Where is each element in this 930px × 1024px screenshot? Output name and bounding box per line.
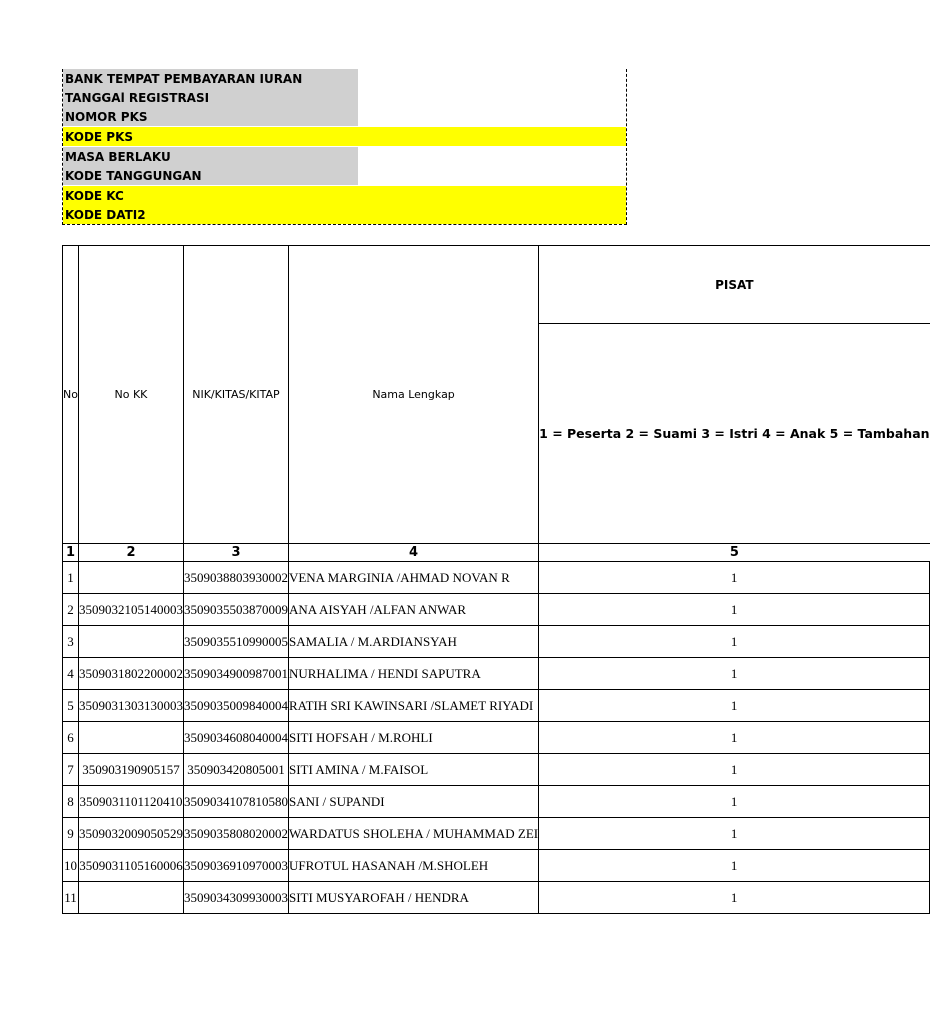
info-kode-dati2-label: KODE DATI2: [63, 205, 626, 224]
info-kode-kc-label: KODE KC: [63, 186, 626, 205]
table-row: [63, 850, 930, 882]
column-number: 5: [539, 544, 930, 562]
cell-nik: 3509035808020002: [183, 818, 288, 850]
cell-nama: VENA MARGINIA /AHMAD NOVAN R: [288, 562, 538, 594]
cell-nik: 350903420805001: [183, 754, 288, 786]
cell-nik: 3509034900987001: [183, 658, 288, 690]
cell-pisat: 1: [539, 882, 930, 914]
header-no: No: [63, 246, 79, 544]
table-row: [63, 690, 930, 722]
cell-nik: 3509034309930003: [183, 882, 288, 914]
cell-no-kk: 3509031303130003: [78, 690, 183, 722]
cell-no-kk: 3509031101120410: [78, 786, 183, 818]
cell-no: 9: [63, 818, 79, 850]
cell-nik: 3509038803930002: [183, 562, 288, 594]
cell-no: 8: [63, 786, 79, 818]
cell-nama: WARDATUS SHOLEHA / MUHAMMAD ZEI: [288, 818, 538, 850]
column-number: 2: [78, 544, 183, 562]
cell-pisat: 1: [539, 626, 930, 658]
cell-no: 2: [63, 594, 79, 626]
cell-nama: SAMALIA / M.ARDIANSYAH: [288, 626, 538, 658]
cell-no: 5: [63, 690, 79, 722]
cell-no: 6: [63, 722, 79, 754]
cell-nik: 3509034107810580: [183, 786, 288, 818]
cell-pisat: 1: [539, 818, 930, 850]
table-row: [63, 594, 930, 626]
cell-nik: 3509036910970003: [183, 850, 288, 882]
info-kode-pks-label: KODE PKS: [63, 127, 626, 146]
cell-no: 10: [63, 850, 79, 882]
cell-no-kk: [78, 562, 183, 594]
cell-nama: NURHALIMA / HENDI SAPUTRA: [288, 658, 538, 690]
cell-pisat: 1: [539, 562, 930, 594]
info-bank-label: BANK TEMPAT PEMBAYARAN IURAN: [63, 69, 358, 88]
cell-pisat: 1: [539, 850, 930, 882]
cell-no: 11: [63, 882, 79, 914]
info-tanggal-label: TANGGAl REGISTRASI: [63, 88, 358, 107]
cell-no-kk: [78, 882, 183, 914]
cell-no: 4: [63, 658, 79, 690]
cell-nama: SANI / SUPANDI: [288, 786, 538, 818]
cell-nama: ANA AISYAH /ALFAN ANWAR: [288, 594, 538, 626]
cell-pisat: 1: [539, 690, 930, 722]
header-nama-lengkap: Nama Lengkap: [288, 246, 538, 544]
cell-nama: SITI AMINA / M.FAISOL: [288, 754, 538, 786]
cell-no-kk: 3509032009050529: [78, 818, 183, 850]
table-row: [63, 818, 930, 850]
cell-nik: 3509035503870009: [183, 594, 288, 626]
cell-nik: 3509035510990005: [183, 626, 288, 658]
table-row: [63, 722, 930, 754]
info-masa-berlaku-label: MASA BERLAKU: [63, 147, 358, 166]
cell-no-kk: [78, 626, 183, 658]
cell-no-kk: 3509031105160006: [78, 850, 183, 882]
registration-info-block: [62, 69, 627, 225]
cell-nama: UFROTUL HASANAH /M.SHOLEH: [288, 850, 538, 882]
cell-pisat: 1: [539, 722, 930, 754]
cell-nama: SITI MUSYAROFAH / HENDRA: [288, 882, 538, 914]
cell-pisat: 1: [539, 658, 930, 690]
table-row: [63, 658, 930, 690]
cell-nama: SITI HOFSAH / M.ROHLI: [288, 722, 538, 754]
column-number: 3: [183, 544, 288, 562]
header-nik: NIK/KITAS/KITAP: [183, 246, 288, 544]
cell-no: 3: [63, 626, 79, 658]
cell-pisat: 1: [539, 754, 930, 786]
column-number: 4: [288, 544, 538, 562]
cell-no-kk: 3509031802200002: [78, 658, 183, 690]
info-kode-tanggungan-label: KODE TANGGUNGAN: [63, 166, 358, 185]
cell-no-kk: 350903190905157: [78, 754, 183, 786]
cell-nik: 3509034608040004: [183, 722, 288, 754]
cell-nama: RATIH SRI KAWINSARI /SLAMET RIYADI: [288, 690, 538, 722]
info-nomor-pks-label: NOMOR PKS: [63, 107, 358, 126]
cell-no: 7: [63, 754, 79, 786]
header-pisat-legend: 1 = Peserta 2 = Suami 3 = Istri 4 = Anak 5 = Tambahan: [539, 324, 930, 544]
cell-no-kk: [78, 722, 183, 754]
table-row: [63, 882, 930, 914]
cell-pisat: 1: [539, 786, 930, 818]
table-row: [63, 754, 930, 786]
cell-nik: 3509035009840004: [183, 690, 288, 722]
column-number: 1: [63, 544, 79, 562]
table-row: [63, 786, 930, 818]
header-no-kk: No KK: [78, 246, 183, 544]
cell-pisat: 1: [539, 594, 930, 626]
table-row: [63, 626, 930, 658]
header-pisat: PISAT: [539, 246, 930, 324]
table-row: [63, 562, 930, 594]
cell-no: 1: [63, 562, 79, 594]
cell-no-kk: 3509032105140003: [78, 594, 183, 626]
participant-table: [62, 245, 930, 914]
